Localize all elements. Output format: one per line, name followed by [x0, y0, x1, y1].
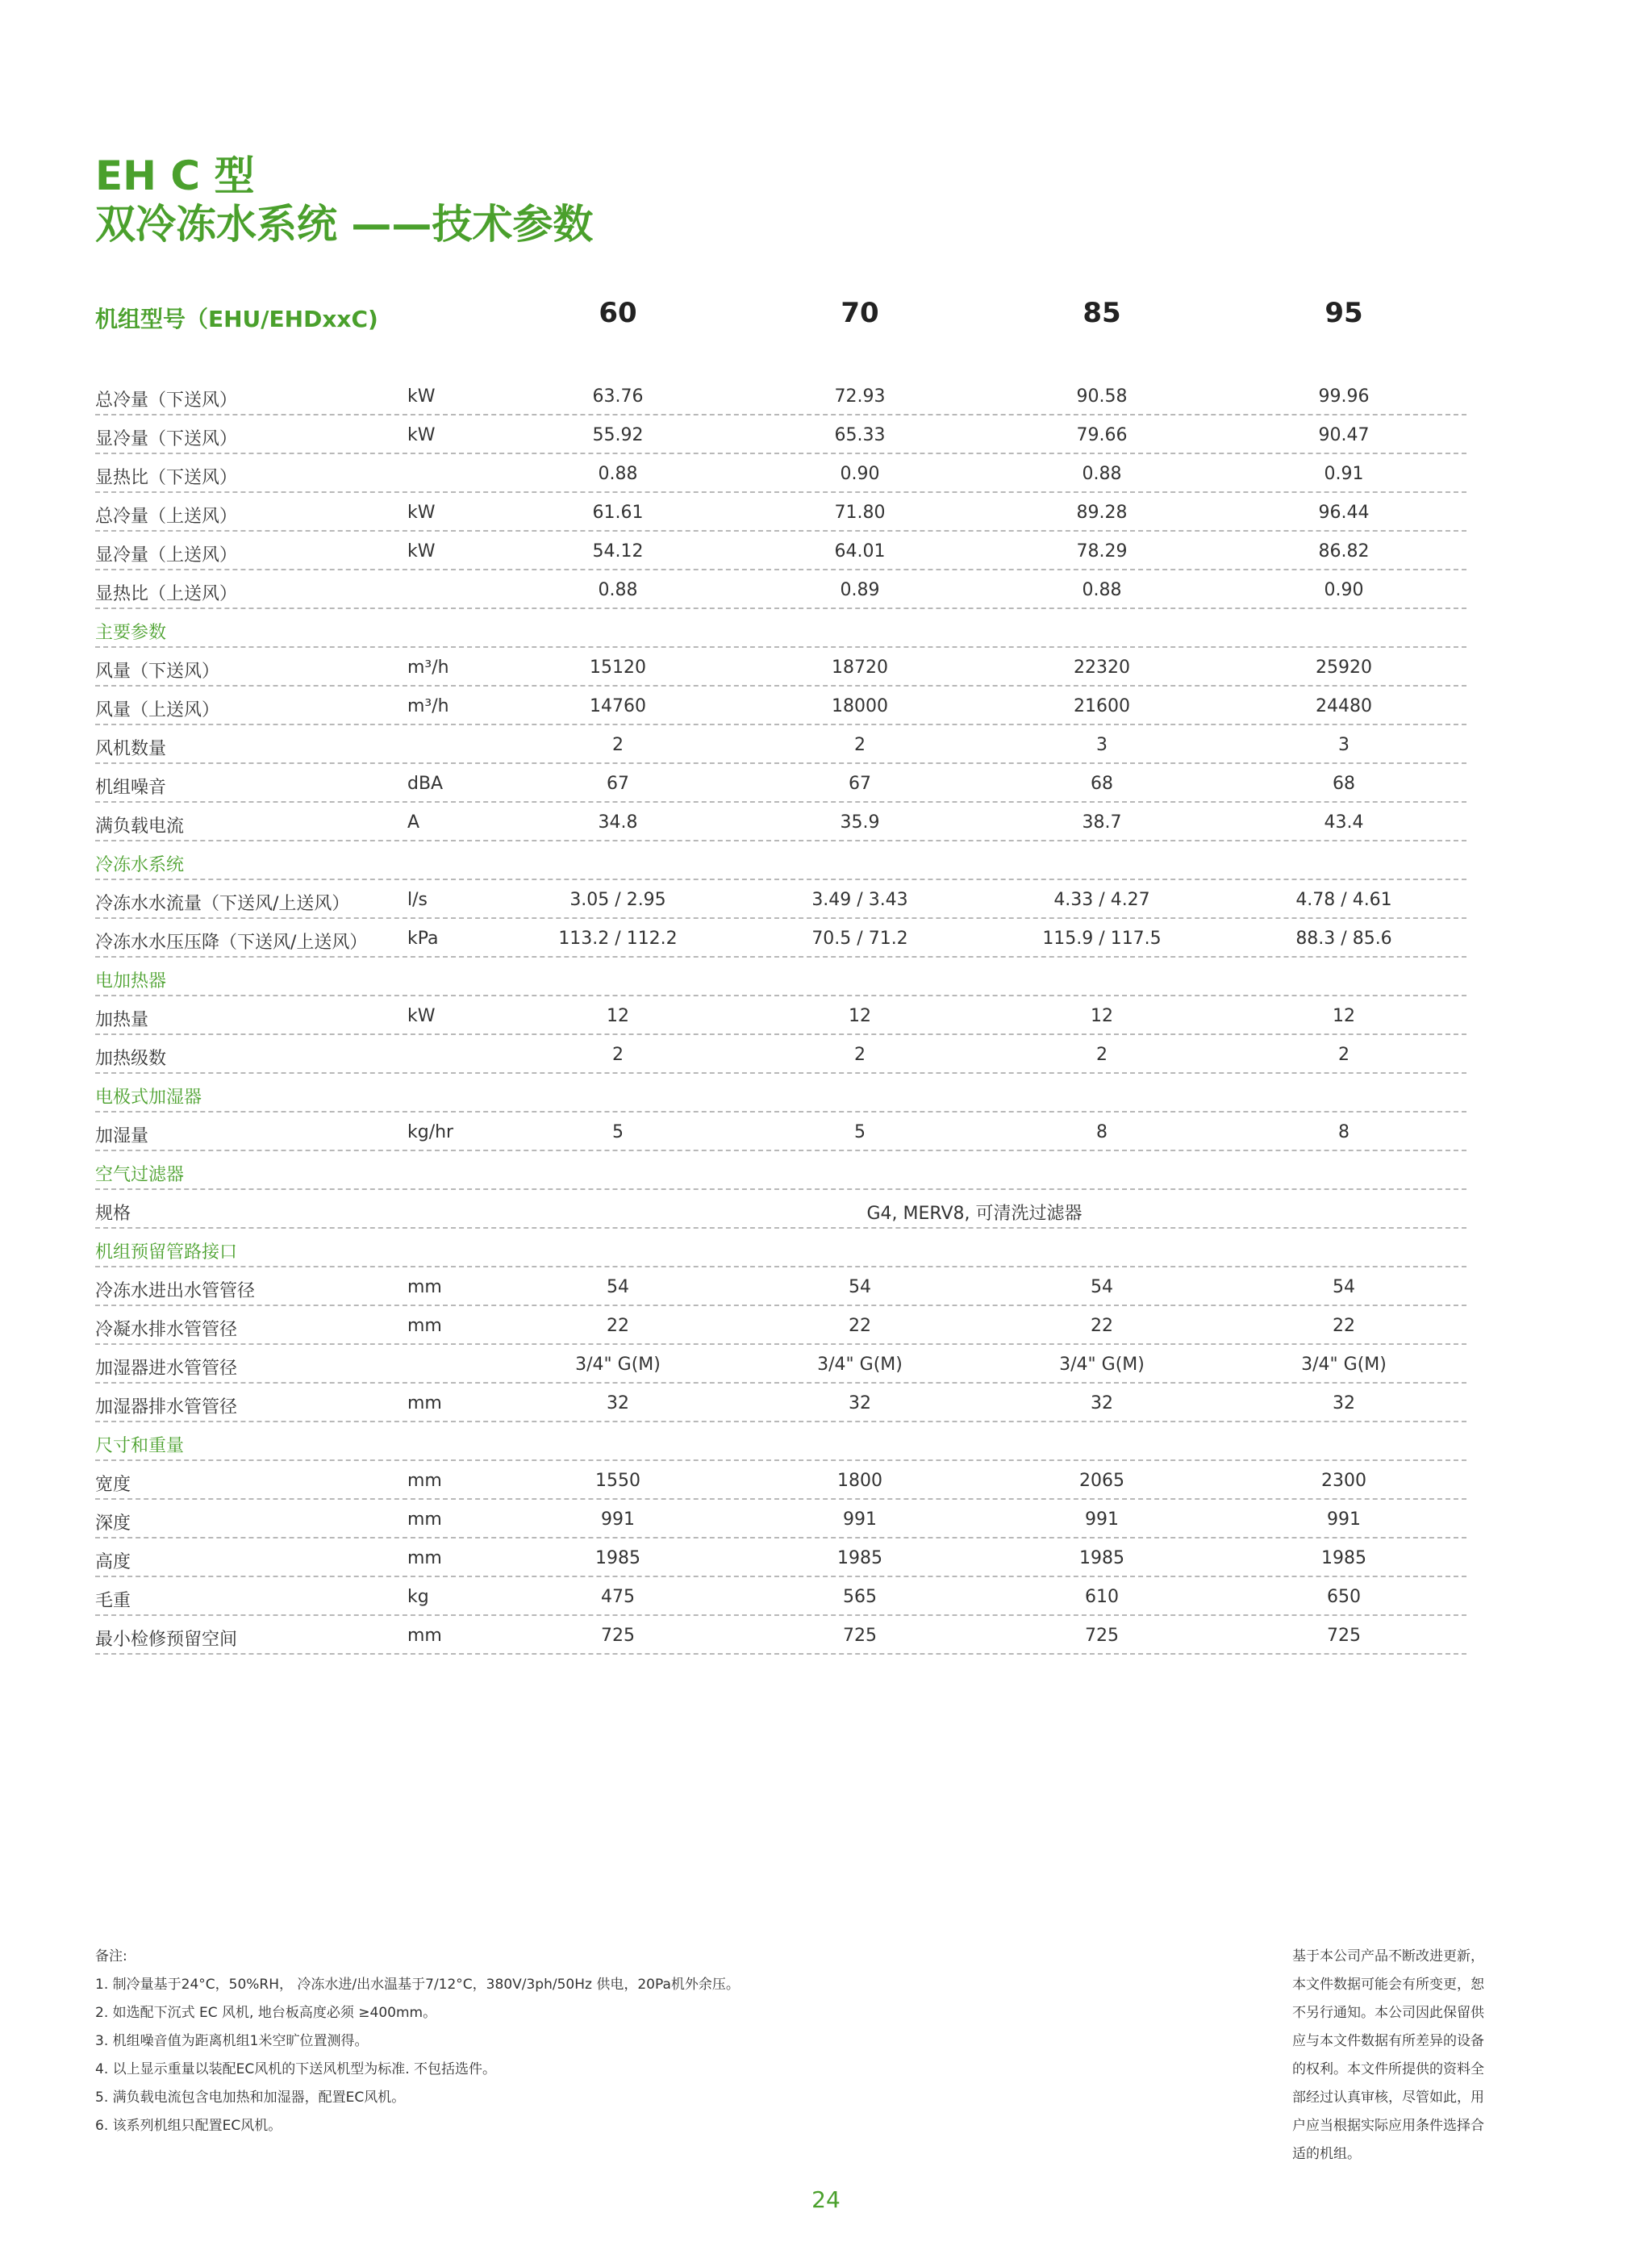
spec-label: 最小检修预留空间	[95, 1630, 238, 1650]
spec-value-model-85: 22	[1091, 1316, 1113, 1336]
spec-value-model-85: 90.58	[1076, 386, 1128, 407]
spec-value-model-85: 68	[1091, 774, 1113, 794]
section-title: 主要参数	[95, 623, 167, 643]
spec-label: 显热比（上送风）	[95, 584, 238, 604]
spec-unit: l/s	[407, 890, 428, 910]
spec-label: 冷冻水水压压降（下送风/上送风）	[95, 933, 368, 953]
spec-value-model-60: 32	[607, 1393, 629, 1413]
title-line-model: EH C 型	[95, 152, 255, 199]
model-header-row	[95, 292, 1466, 340]
spec-label: 加湿量	[95, 1126, 149, 1146]
spec-row	[95, 415, 1466, 454]
note-item: 1. 制冷量基于24°C，50%RH， 冷冻水进/出水温基于7/12°C，380V/3ph/50Hz 供电，20Pa机外余压。	[95, 1977, 740, 1993]
spec-value-model-60: 67	[607, 774, 629, 794]
spec-value-model-60: 55.92	[592, 425, 644, 445]
section-title: 机组预留管路接口	[95, 1242, 238, 1263]
spec-value-model-70: 64.01	[834, 541, 886, 562]
section-header-row	[95, 609, 1466, 648]
spec-value-model-85: 0.88	[1082, 580, 1122, 600]
spec-value-model-95: 8	[1338, 1122, 1350, 1142]
spec-value-model-60: 3.05 / 2.95	[569, 890, 666, 910]
spec-value-model-70: 0.89	[840, 580, 880, 600]
spec-value-model-95: 25920	[1316, 658, 1372, 678]
spec-value-model-95: 43.4	[1324, 812, 1364, 833]
spec-value-model-85: 54	[1091, 1277, 1113, 1297]
spec-unit: mm	[407, 1471, 442, 1491]
spec-value-model-95: 90.47	[1318, 425, 1370, 445]
spec-value-model-85: 78.29	[1076, 541, 1128, 562]
section-header-row	[95, 1229, 1466, 1267]
spec-value-model-85: 3	[1096, 735, 1108, 755]
spec-label: 毛重	[95, 1591, 131, 1611]
spec-label: 显冷量（上送风）	[95, 545, 238, 566]
spec-value-model-95: 0.91	[1324, 464, 1364, 484]
spec-value-all-models: G4, MERV8, 可清洗过滤器	[866, 1204, 1083, 1224]
spec-unit: kW	[407, 425, 436, 445]
spec-value-model-60: 1550	[595, 1471, 640, 1491]
spec-row	[95, 1190, 1466, 1229]
spec-unit: mm	[407, 1277, 442, 1297]
spec-value-model-70: 35.9	[840, 812, 880, 833]
spec-value-model-95: 991	[1327, 1509, 1361, 1530]
spec-value-model-60: 54.12	[592, 541, 644, 562]
spec-value-model-70: 991	[843, 1509, 877, 1530]
section-title: 电极式加湿器	[95, 1088, 202, 1108]
spec-unit: mm	[407, 1509, 442, 1530]
spec-value-model-60: 14760	[590, 696, 646, 716]
disclaimer-line: 户应当根据实际应用条件选择合	[1292, 2118, 1484, 2134]
spec-value-model-95: 24480	[1316, 696, 1372, 716]
spec-value-model-85: 21600	[1074, 696, 1130, 716]
spec-value-model-85: 12	[1091, 1006, 1113, 1026]
spec-row	[95, 803, 1466, 841]
spec-value-model-70: 1800	[837, 1471, 882, 1491]
spec-unit: dBA	[407, 774, 444, 794]
note-item: 3. 机组噪音值为距离机组1米空旷位置测得。	[95, 2033, 369, 2049]
spec-value-model-95: 32	[1333, 1393, 1355, 1413]
spec-row	[95, 919, 1466, 958]
spec-unit: kg	[407, 1587, 429, 1607]
spec-value-model-70: 18000	[832, 696, 888, 716]
spec-value-model-95: 54	[1333, 1277, 1355, 1297]
spec-value-model-60: 3/4" G(M)	[575, 1355, 661, 1375]
spec-label: 加湿器排水管管径	[95, 1397, 238, 1417]
spec-value-model-95: 0.90	[1324, 580, 1364, 600]
spec-value-model-70: 71.80	[834, 503, 886, 523]
note-item: 2. 如选配下沉式 EC 风机, 地台板高度必须 ≥400mm。	[95, 2005, 437, 2021]
spec-value-model-85: 32	[1091, 1393, 1113, 1413]
spec-row	[95, 1035, 1466, 1074]
spec-value-model-85: 38.7	[1082, 812, 1122, 833]
spec-row	[95, 1267, 1466, 1306]
spec-unit: mm	[407, 1316, 442, 1336]
spec-value-model-70: 54	[849, 1277, 871, 1297]
spec-unit: kW	[407, 503, 436, 523]
note-item: 4. 以上显示重量以装配EC风机的下送风机型为标准. 不包括选件。	[95, 2061, 497, 2077]
spec-value-model-70: 0.90	[840, 464, 880, 484]
spec-value-model-70: 2	[854, 735, 866, 755]
spec-value-model-95: 68	[1333, 774, 1355, 794]
spec-row	[95, 532, 1466, 570]
spec-value-model-70: 1985	[837, 1548, 882, 1568]
spec-value-model-95: 99.96	[1318, 386, 1370, 407]
page-number: 24	[811, 2186, 841, 2213]
spec-value-model-85: 8	[1096, 1122, 1108, 1142]
spec-value-model-60: 0.88	[598, 580, 638, 600]
spec-value-model-85: 2065	[1079, 1471, 1124, 1491]
spec-unit: m³/h	[407, 658, 449, 678]
spec-value-model-70: 565	[843, 1587, 877, 1607]
spec-value-model-70: 72.93	[834, 386, 886, 407]
spec-row	[95, 1113, 1466, 1151]
spec-row	[95, 377, 1466, 415]
spec-row	[95, 880, 1466, 919]
spec-label: 冷凝水排水管管径	[95, 1320, 238, 1340]
model-header-95: 95	[1325, 297, 1363, 329]
spec-label: 规格	[95, 1204, 131, 1224]
disclaimer-line: 的权利。本文件所提供的资料全	[1292, 2061, 1484, 2077]
disclaimer-line: 本文件数据可能会有所变更，恕	[1292, 1977, 1484, 1993]
spec-label: 风量（上送风）	[95, 700, 220, 720]
spec-value-model-60: 12	[607, 1006, 629, 1026]
spec-row	[95, 1616, 1466, 1655]
section-title: 空气过滤器	[95, 1165, 185, 1185]
section-title: 电加热器	[95, 971, 167, 992]
section-header-row	[95, 841, 1466, 880]
spec-row	[95, 725, 1466, 764]
spec-value-model-70: 67	[849, 774, 871, 794]
spec-unit: kg/hr	[407, 1122, 454, 1142]
spec-row	[95, 764, 1466, 803]
model-header-label: 机组型号（EHU/EHDxxC)	[95, 306, 378, 332]
spec-value-model-95: 22	[1333, 1316, 1355, 1336]
spec-value-model-70: 725	[843, 1626, 877, 1646]
spec-value-model-95: 4.78 / 4.61	[1295, 890, 1392, 910]
spec-value-model-70: 18720	[832, 658, 888, 678]
spec-row	[95, 648, 1466, 687]
spec-value-model-60: 725	[601, 1626, 635, 1646]
spec-label: 冷冻水水流量（下送风/上送风）	[95, 894, 350, 914]
spec-label: 机组噪音	[95, 778, 167, 798]
spec-label: 加湿器进水管管径	[95, 1359, 238, 1379]
spec-value-model-85: 991	[1085, 1509, 1119, 1530]
spec-value-model-70: 32	[849, 1393, 871, 1413]
spec-unit: mm	[407, 1626, 442, 1646]
spec-value-model-95: 96.44	[1318, 503, 1370, 523]
spec-value-model-95: 1985	[1321, 1548, 1366, 1568]
spec-label: 风机数量	[95, 739, 167, 759]
spec-label: 满负载电流	[95, 816, 185, 837]
spec-row	[95, 1577, 1466, 1616]
spec-unit: mm	[407, 1548, 442, 1568]
spec-value-model-85: 725	[1085, 1626, 1119, 1646]
spec-row	[95, 687, 1466, 725]
spec-table	[95, 377, 1466, 1655]
spec-value-model-60: 54	[607, 1277, 629, 1297]
spec-value-model-70: 5	[854, 1122, 866, 1142]
spec-value-model-95: 86.82	[1318, 541, 1370, 562]
spec-value-model-60: 61.61	[592, 503, 644, 523]
spec-value-model-85: 4.33 / 4.27	[1053, 890, 1150, 910]
spec-unit: m³/h	[407, 696, 449, 716]
spec-label: 总冷量（上送风）	[95, 507, 238, 527]
spec-value-model-85: 89.28	[1076, 503, 1128, 523]
spec-label: 显热比（下送风）	[95, 468, 238, 488]
spec-value-model-60: 991	[601, 1509, 635, 1530]
spec-value-model-70: 2	[854, 1045, 866, 1065]
disclaimer-line: 适的机组。	[1292, 2146, 1361, 2162]
spec-value-model-85: 3/4" G(M)	[1059, 1355, 1145, 1375]
spec-value-model-95: 2	[1338, 1045, 1350, 1065]
spec-value-model-70: 70.5 / 71.2	[811, 929, 908, 949]
spec-row	[95, 1461, 1466, 1500]
page-title	[95, 152, 593, 248]
spec-value-model-60: 34.8	[598, 812, 638, 833]
spec-label: 风量（下送风）	[95, 662, 220, 682]
spec-value-model-60: 2	[612, 735, 624, 755]
spec-row	[95, 1384, 1466, 1422]
model-header-60: 60	[599, 297, 637, 329]
spec-value-model-95: 88.3 / 85.6	[1295, 929, 1392, 949]
note-item: 5. 满负载电流包含电加热和加湿器，配置EC风机。	[95, 2090, 406, 2106]
notes	[95, 1943, 740, 2140]
spec-value-model-70: 3/4" G(M)	[817, 1355, 903, 1375]
spec-row	[95, 1306, 1466, 1345]
spec-value-model-85: 610	[1085, 1587, 1119, 1607]
spec-value-model-70: 3.49 / 3.43	[811, 890, 908, 910]
disclaimer-line: 部经过认真审核，尽管如此，用	[1292, 2090, 1484, 2106]
section-title: 冷冻水系统	[95, 855, 185, 875]
spec-value-model-60: 63.76	[592, 386, 644, 407]
spec-label: 加热级数	[95, 1049, 167, 1069]
spec-value-model-60: 0.88	[598, 464, 638, 484]
disclaimer-line: 应与本文件数据有所差异的设备	[1292, 2033, 1484, 2049]
spec-value-model-60: 22	[607, 1316, 629, 1336]
spec-value-model-60: 1985	[595, 1548, 640, 1568]
spec-unit: A	[407, 812, 420, 833]
spec-value-model-95: 12	[1333, 1006, 1355, 1026]
spec-label: 加热量	[95, 1010, 149, 1030]
spec-value-model-95: 3/4" G(M)	[1301, 1355, 1387, 1375]
spec-value-model-60: 15120	[590, 658, 646, 678]
spec-value-model-70: 22	[849, 1316, 871, 1336]
spec-label: 深度	[95, 1513, 131, 1534]
spec-unit: kPa	[407, 929, 439, 949]
spec-unit: kW	[407, 386, 436, 407]
spec-value-model-95: 3	[1338, 735, 1350, 755]
section-header-row	[95, 1422, 1466, 1461]
section-header-row	[95, 958, 1466, 996]
section-title: 尺寸和重量	[95, 1436, 185, 1456]
spec-label: 冷冻水进出水管管径	[95, 1281, 256, 1301]
spec-row	[95, 996, 1466, 1035]
disclaimer	[1292, 1943, 1510, 2169]
spec-value-model-60: 2	[612, 1045, 624, 1065]
spec-value-model-85: 2	[1096, 1045, 1108, 1065]
spec-label: 显冷量（下送风）	[95, 429, 238, 449]
title-line-subject: 双冷冻水系统 ——技术参数	[95, 201, 594, 248]
spec-unit: kW	[407, 1006, 436, 1026]
spec-row	[95, 493, 1466, 532]
spec-value-model-85: 1985	[1079, 1548, 1124, 1568]
spec-row	[95, 1539, 1466, 1577]
spec-row	[95, 570, 1466, 609]
spec-value-model-95: 2300	[1321, 1471, 1366, 1491]
spec-label: 高度	[95, 1552, 131, 1572]
spec-row	[95, 1345, 1466, 1384]
section-header-row	[95, 1151, 1466, 1190]
spec-value-model-85: 22320	[1074, 658, 1130, 678]
spec-value-model-60: 475	[601, 1587, 635, 1607]
spec-value-model-60: 113.2 / 112.2	[558, 929, 678, 949]
spec-value-model-95: 725	[1327, 1626, 1361, 1646]
spec-unit: kW	[407, 541, 436, 562]
spec-value-model-70: 65.33	[834, 425, 886, 445]
spec-value-model-85: 0.88	[1082, 464, 1122, 484]
spec-unit: mm	[407, 1393, 442, 1413]
spec-value-model-85: 115.9 / 117.5	[1042, 929, 1162, 949]
spec-row	[95, 454, 1466, 493]
disclaimer-line: 基于本公司产品不断改进更新，	[1292, 1948, 1484, 1964]
spec-value-model-95: 650	[1327, 1587, 1361, 1607]
section-header-row	[95, 1074, 1466, 1113]
spec-value-model-85: 79.66	[1076, 425, 1128, 445]
notes-heading: 备注:	[95, 1948, 127, 1964]
spec-label: 总冷量（下送风）	[95, 390, 238, 411]
model-header-70: 70	[841, 297, 879, 329]
note-item: 6. 该系列机组只配置EC风机。	[95, 2118, 282, 2134]
spec-label: 宽度	[95, 1475, 131, 1495]
spec-row	[95, 1500, 1466, 1539]
model-header-85: 85	[1083, 297, 1121, 329]
spec-value-model-60: 5	[612, 1122, 624, 1142]
disclaimer-line: 不另行通知。本公司因此保留供	[1292, 2005, 1484, 2021]
spec-value-model-70: 12	[849, 1006, 871, 1026]
